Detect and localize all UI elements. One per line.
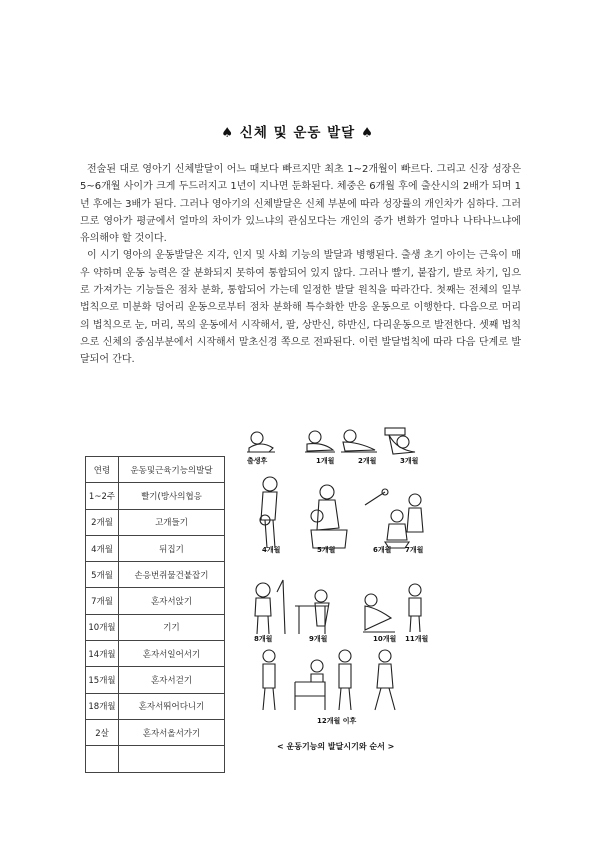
figure-label-10-months: 10개월: [373, 635, 397, 643]
baby-figure-12-months-plus: [263, 650, 395, 710]
paragraph-1: 전술된 대로 영아기 신체발달이 어느 때보다 빠르지만 최초 1~2개월이 빠르다. 그리고 신장 성장은 5~6개월 사이가 크게 두드러지고 1년이 지나면 둔화된다. 체중은 6개월 후에 출산시의 2배가 되며 1년 후에는 3배가 된다. 그러나 영아기의 신체발달은 신체 부분에 따라 성장률의 개인차가 심하다. 그러므로 영아가 평균에서 얼마의 차이가 있느냐의 관심모다는 개인의 증가 변화가 얼마나 나타나느냐에 유의해야 할 것이다.: [80, 164, 521, 245]
table-row: [86, 641, 225, 667]
cell-skill: 혼자서앉기: [119, 588, 225, 614]
figure-label-3-months: 3개월: [400, 457, 419, 465]
figure-caption: < 운동기능의 발달시기와 순서 >: [277, 742, 395, 751]
cell-skill: 혼자서뛰어다니기: [119, 693, 225, 719]
table-row: [86, 588, 225, 614]
cell-skill: 기기: [119, 614, 225, 640]
cell-skill: 혼자서올서가기: [119, 719, 225, 745]
cell-skill: 빨기(방사의협응: [119, 483, 225, 509]
cell-age: 4개월: [86, 535, 119, 561]
cell-age: 7개월: [86, 588, 119, 614]
motor-development-table: [85, 456, 225, 773]
figure-label-newborn: 출생후: [247, 457, 268, 465]
page-title: ♠ 신체 및 운동 발달 ♠: [221, 125, 374, 141]
baby-figure-8-months: [255, 580, 285, 634]
header-age: 연령: [86, 457, 119, 483]
table-row: [86, 535, 225, 561]
figure-label-11-months: 11개월: [405, 635, 429, 643]
paragraph-2: 이 시기 영아의 운동발달은 지각, 인지 및 사회 기능의 발달과 병행된다. 출생 초기 아이는 근육이 매우 약하며 운동 능력은 잘 분화되지 못하여 통합되어 있지 않다. 그러나 빨기, 붙잡기, 발로 차기, 입으로 가져가는 기능들은 점차 분화, 통합되어 가는데 일정한 발달 원칙을 따라간다. 첫째는 전체의 일부법칙으로 미분화 덩어리 운동으로부터 점차 분화해 특수화한 반응 운동으로 이행한다. 다음으로 머리의 법칙으로 눈, 머리, 목의 운동에서 시작해서, 팔, 상반신, 하반신, 다리운동으로 발전한다. 셋째 법칙으로 신체의 중심부분에서 시작해서 말초신경 쪽으로 전파된다. 이런 발달법칙에 따라 다음 단계로 발달되어 간다.: [80, 250, 521, 366]
cell-skill: 손응번쥐물건붙잡기: [119, 562, 225, 588]
table-row: [86, 562, 225, 588]
baby-figure-2-months: [341, 430, 377, 452]
figure-label-12-months-plus: 12개월 이후: [317, 717, 357, 725]
baby-figure-6-months: [365, 489, 409, 548]
baby-figure-4-months: [260, 477, 277, 548]
table-header-row: [86, 457, 225, 483]
figure-label-5-months: 5개월: [317, 546, 336, 554]
baby-figure-5-months: [311, 485, 347, 548]
baby-figure-1-month: [305, 431, 335, 452]
cell-age: 18개월: [86, 693, 119, 719]
baby-figure-11-months: [409, 584, 421, 632]
cell-skill: 뒤집기: [119, 535, 225, 561]
cell-age: 5개월: [86, 562, 119, 588]
baby-figure-10-months: [363, 594, 395, 632]
table-row: [86, 746, 225, 772]
table-row: [86, 693, 225, 719]
table-row: [86, 509, 225, 535]
table-row: [86, 614, 225, 640]
cell-age: 15개월: [86, 667, 119, 693]
figure-label-9-months: 9개월: [309, 635, 328, 643]
figure-label-7-months: 7개월: [405, 546, 424, 554]
baby-figure-9-months: [295, 590, 329, 634]
figure-label-4-months: 4개월: [262, 546, 281, 554]
body-text: [80, 161, 521, 369]
table-row: [86, 483, 225, 509]
cell-age: 10개월: [86, 614, 119, 640]
baby-figure-newborn: [247, 432, 275, 452]
cell-age: [86, 746, 119, 772]
figure-label-8-months: 8개월: [254, 635, 273, 643]
cell-skill: 고개들기: [119, 509, 225, 535]
baby-figure-3-months: [385, 428, 415, 454]
cell-age: 14개월: [86, 641, 119, 667]
figure-label-2-months: 2개월: [358, 457, 377, 465]
cell-skill: [119, 746, 225, 772]
table-row: [86, 667, 225, 693]
table-row: [86, 719, 225, 745]
motor-development-illustration: [225, 420, 429, 738]
cell-age: 2개월: [86, 509, 119, 535]
figure-label-6-months: 6개월: [373, 546, 392, 554]
baby-figure-7-months: [407, 494, 423, 532]
header-development: 운동및근육기능의발달: [119, 457, 225, 483]
cell-age: 1~2주: [86, 483, 119, 509]
cell-skill: 혼자서일어서기: [119, 641, 225, 667]
figure-label-1-month: 1개월: [316, 457, 335, 465]
cell-age: 2살: [86, 719, 119, 745]
cell-skill: 혼자서걷기: [119, 667, 225, 693]
